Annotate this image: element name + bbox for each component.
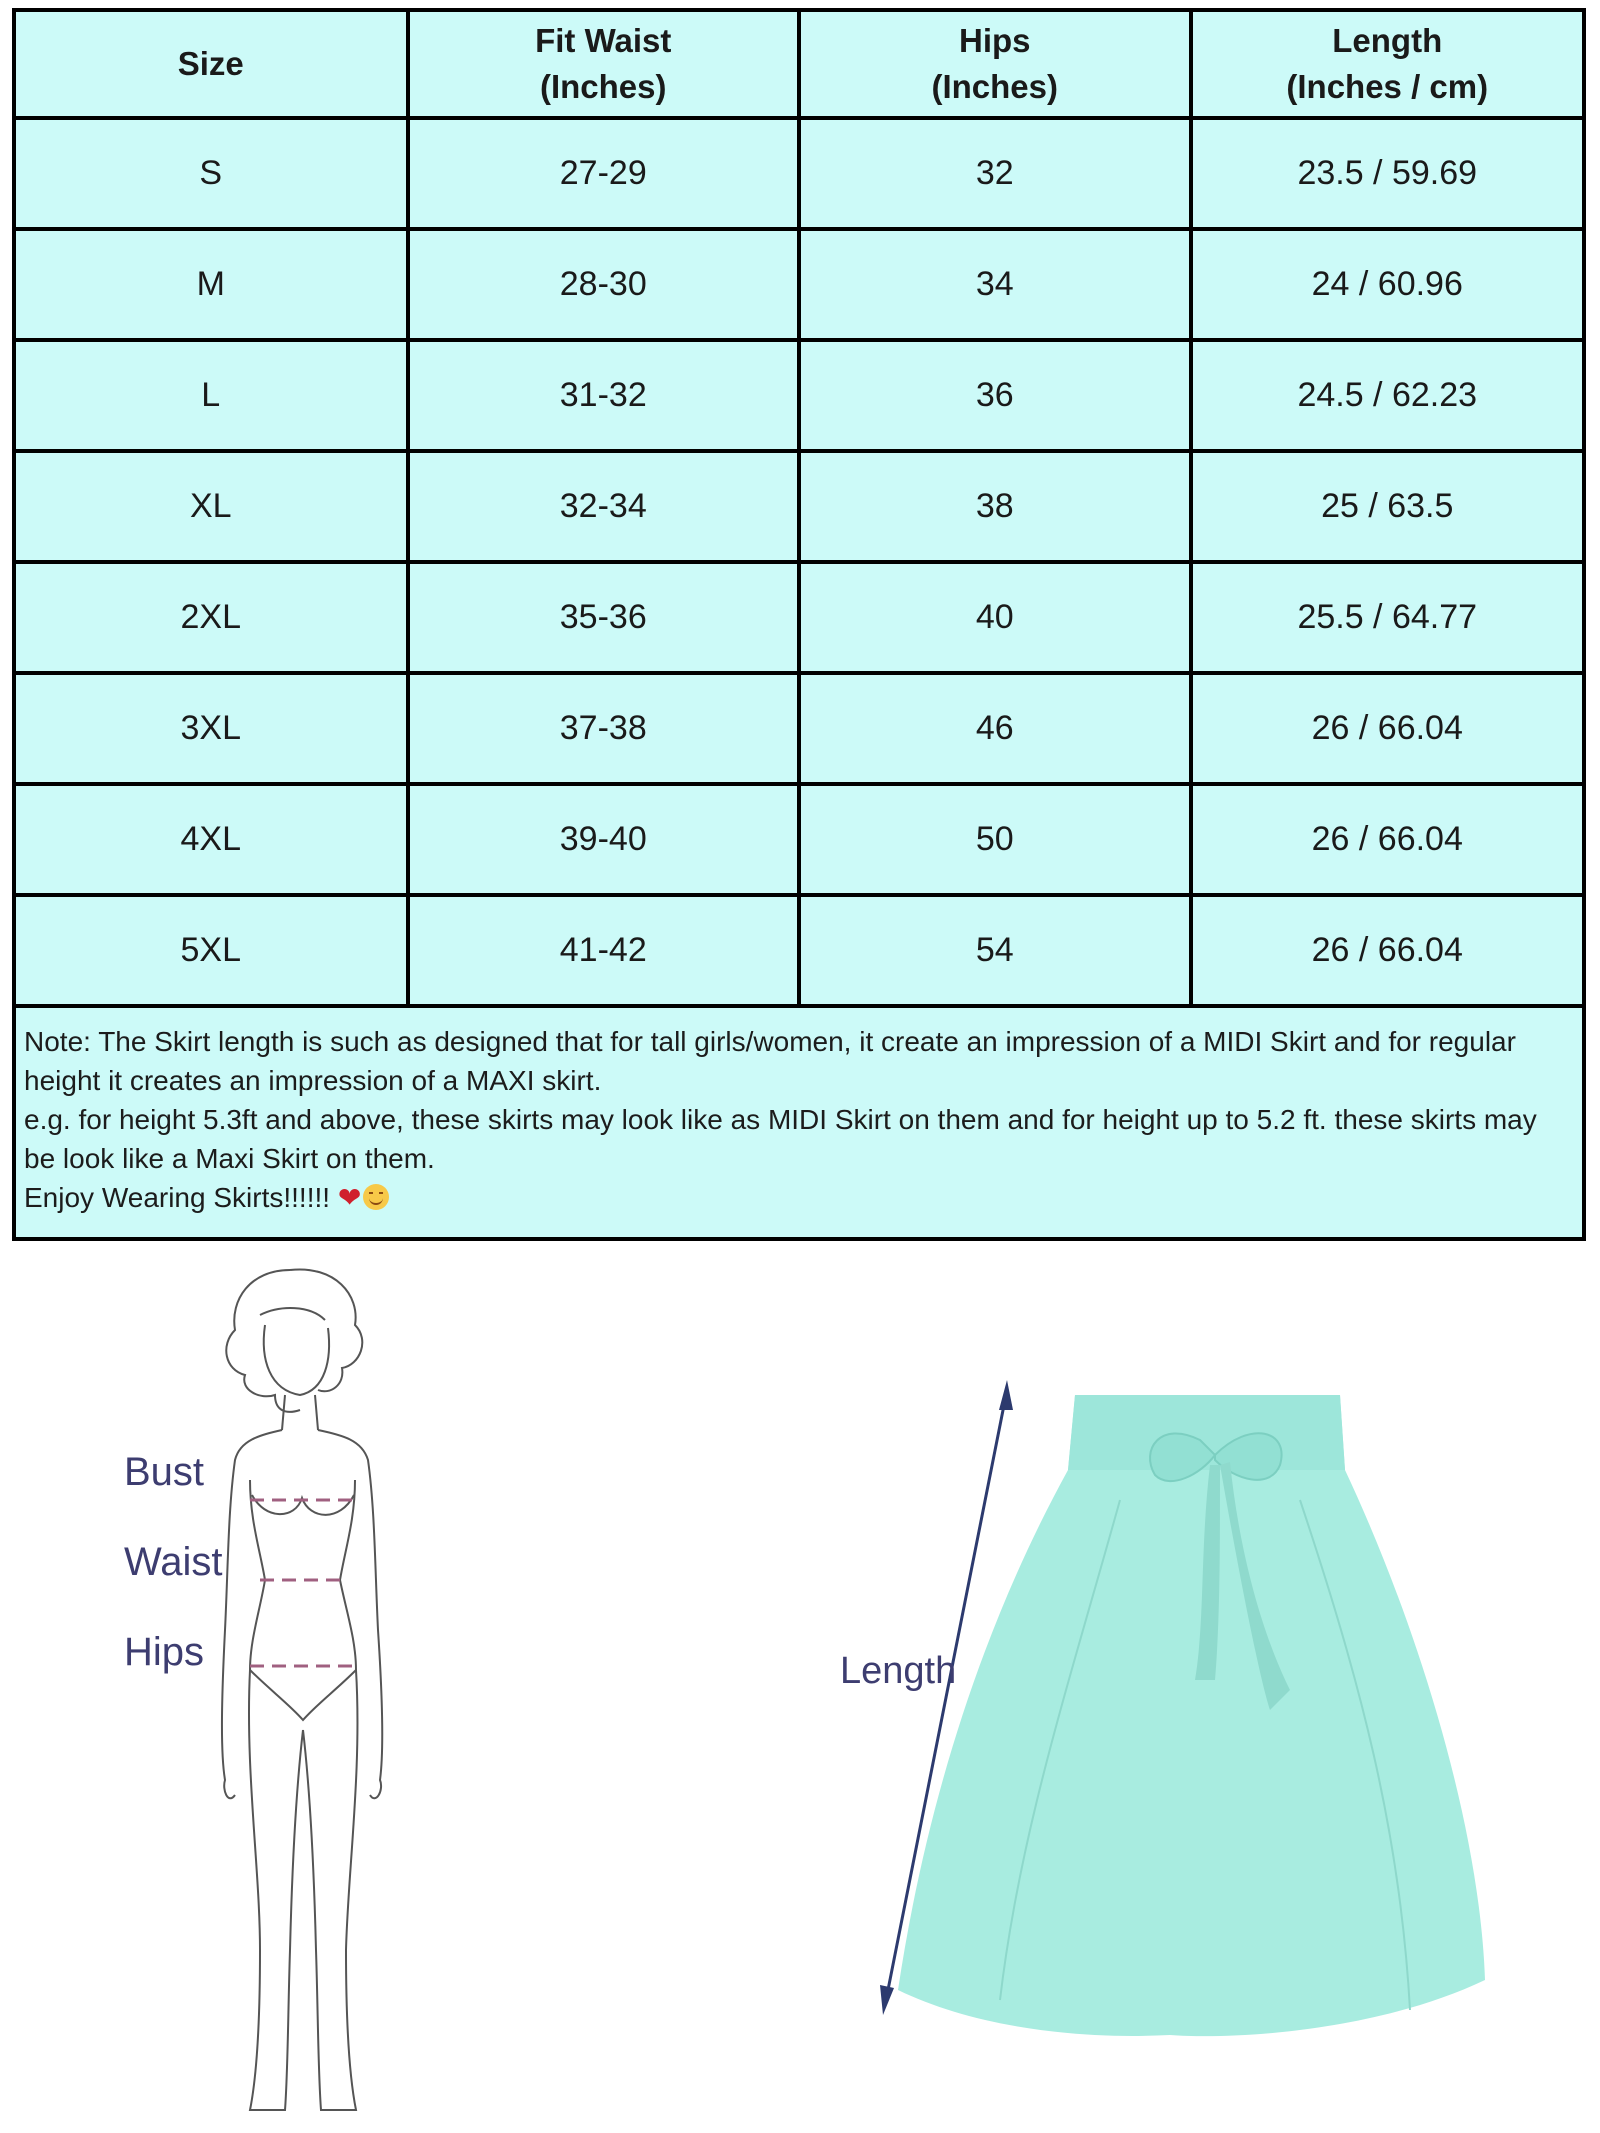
header-fit-waist: Fit Waist (Inches) (408, 12, 800, 118)
cell-hips: 50 (799, 784, 1191, 895)
heart-icon: ❤ (337, 1182, 362, 1213)
table-row (16, 451, 1582, 562)
cell-length: 23.5 / 59.69 (1191, 118, 1583, 229)
waist-label: Waist (124, 1540, 223, 1584)
size-note (16, 1008, 1582, 1237)
header-length: Length (Inches / cm) (1191, 12, 1583, 118)
cell-fit-waist: 27-29 (408, 118, 800, 229)
cell-size: 5XL (16, 895, 408, 1006)
cell-fit-waist: 39-40 (408, 784, 800, 895)
cell-hips: 36 (799, 340, 1191, 451)
table-row (16, 895, 1582, 1006)
skirt-length-figure (820, 1380, 1520, 2040)
cell-fit-waist: 41-42 (408, 895, 800, 1006)
table-row (16, 673, 1582, 784)
cell-size: 4XL (16, 784, 408, 895)
size-chart (12, 8, 1586, 1241)
cell-hips: 54 (799, 895, 1191, 1006)
cell-fit-waist: 37-38 (408, 673, 800, 784)
cell-size: 2XL (16, 562, 408, 673)
smile-icon (363, 1184, 389, 1210)
cell-hips: 38 (799, 451, 1191, 562)
cell-size: XL (16, 451, 408, 562)
cell-hips: 46 (799, 673, 1191, 784)
cell-size: M (16, 229, 408, 340)
skirt-icon (820, 1380, 1520, 2040)
body-outline-icon (110, 1250, 490, 2130)
cell-hips: 34 (799, 229, 1191, 340)
note-line: e.g. for height 5.3ft and above, these skirts may look like as MIDI Skirt on them and for height up to 5.2 ft. these skirts may be look like a Maxi Skirt on them. (24, 1104, 1537, 1174)
body-measurement-figure (110, 1250, 490, 2130)
cell-fit-waist: 31-32 (408, 340, 800, 451)
cell-length: 24 / 60.96 (1191, 229, 1583, 340)
cell-length: 24.5 / 62.23 (1191, 340, 1583, 451)
bust-label: Bust (124, 1450, 205, 1494)
header-hips: Hips (Inches) (799, 12, 1191, 118)
cell-length: 26 / 66.04 (1191, 673, 1583, 784)
cell-length: 26 / 66.04 (1191, 784, 1583, 895)
note-line: Enjoy Wearing Skirts!!!!!! ❤ (24, 1178, 1572, 1217)
cell-size: L (16, 340, 408, 451)
cell-hips: 32 (799, 118, 1191, 229)
table-row (16, 562, 1582, 673)
table-row (16, 340, 1582, 451)
cell-fit-waist: 28-30 (408, 229, 800, 340)
hips-label: Hips (124, 1630, 205, 1674)
cell-length: 26 / 66.04 (1191, 895, 1583, 1006)
cell-length: 25.5 / 64.77 (1191, 562, 1583, 673)
cell-fit-waist: 35-36 (408, 562, 800, 673)
cell-size: S (16, 118, 408, 229)
table-row (16, 118, 1582, 229)
header-row (16, 12, 1582, 118)
length-label: Length (840, 1650, 957, 1692)
cell-size: 3XL (16, 673, 408, 784)
cell-fit-waist: 32-34 (408, 451, 800, 562)
header-size: Size (16, 12, 408, 118)
table-row (16, 784, 1582, 895)
note-line: Note: The Skirt length is such as designed that for tall girls/women, it create an impression of a MIDI Skirt and for regular height it creates an impression of a MAXI skirt. (24, 1026, 1516, 1096)
size-table (16, 12, 1582, 1008)
table-row (16, 229, 1582, 340)
cell-hips: 40 (799, 562, 1191, 673)
cell-length: 25 / 63.5 (1191, 451, 1583, 562)
